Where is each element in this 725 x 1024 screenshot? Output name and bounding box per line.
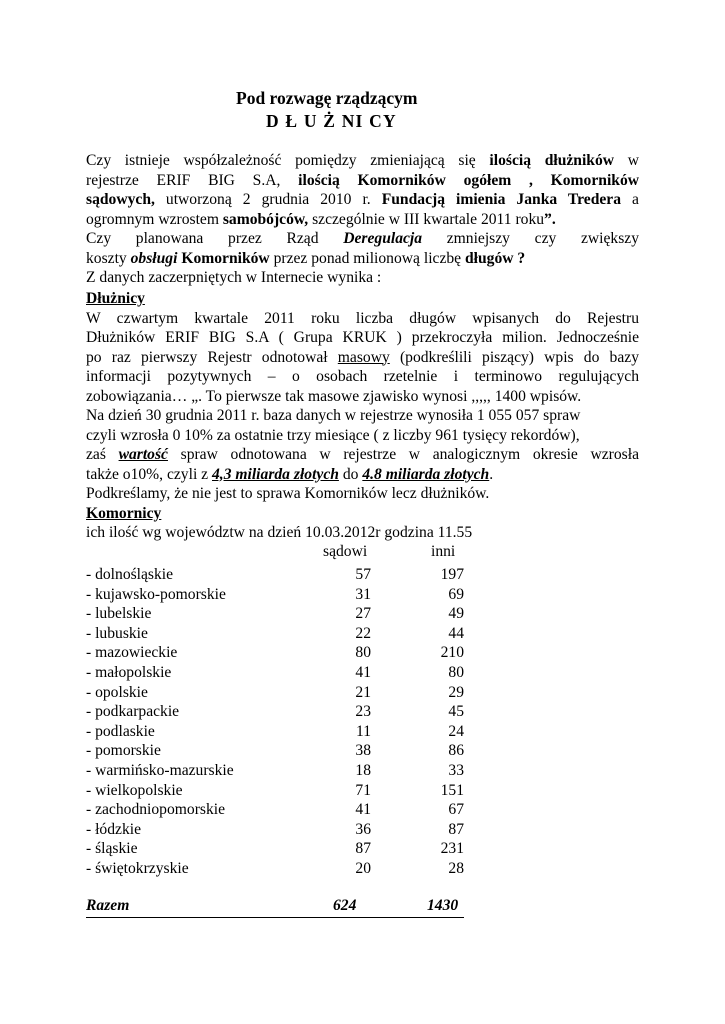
debtors-line-3: po raz pierwszy Rejestr odnotował masowy (podkreślili piszący) wpis do bazy	[86, 348, 639, 366]
court-bailiffs-count: 80	[355, 644, 371, 662]
other-bailiffs-count: 45	[448, 703, 464, 721]
table-row	[86, 742, 486, 761]
debtors-line-6: Na dzień 30 grudnia 2011 r. baza danych w rejestrze wynosiła 1 055 057 spraw	[86, 407, 581, 424]
other-bailiffs-count: 49	[448, 605, 464, 623]
other-bailiffs-count: 86	[448, 742, 464, 760]
voivodeship-name: - podkarpackie	[86, 703, 180, 721]
bailiffs-heading: Komornicy	[86, 504, 162, 522]
table-row	[86, 762, 486, 781]
court-bailiffs-count: 71	[355, 781, 371, 799]
voivodeship-name: - świętokrzyskie	[86, 860, 189, 877]
other-bailiffs-count: 197	[440, 566, 464, 583]
debtors-line-7: czyli wzrosła 0 10% za ostatnie trzy miesiące ( z liczby 961 tysięcy rekordów),	[86, 426, 580, 444]
court-bailiffs-count: 22	[355, 624, 371, 642]
other-bailiffs-count: 44	[448, 624, 464, 642]
intro-line-5: Czy planowana przez Rząd Deregulacja zmniejszy czy zwiększy	[86, 230, 639, 247]
table-row	[86, 821, 486, 840]
voivodeship-name: - kujawsko-pomorskie	[86, 585, 226, 603]
other-bailiffs-count: 28	[448, 860, 464, 877]
intro-line-4: ogromnym wzrostem samobójców, szczególnie w III kwartale 2011 roku”.	[86, 210, 556, 228]
court-bailiffs-count: 87	[355, 840, 371, 858]
other-bailiffs-count: 24	[448, 722, 464, 740]
table-row	[86, 782, 486, 801]
court-bailiffs-count: 21	[355, 683, 371, 701]
court-bailiffs-count: 41	[355, 664, 371, 681]
total-court: 624	[333, 897, 357, 914]
voivodeship-name: - warmińsko-mazurskie	[86, 762, 234, 779]
total-row	[86, 897, 464, 918]
voivodeship-name: - mazowieckie	[86, 644, 178, 662]
other-bailiffs-count: 151	[440, 781, 464, 799]
debtors-line-8: zaś wartość spraw odnotowana w rejestrze w analogicznym okresie wzrosła	[86, 446, 639, 463]
debtors-line-10: Podkreślamy, że nie jest to sprawa Komorników lecz dłużników.	[86, 485, 490, 502]
debtors-section	[86, 289, 639, 543]
other-bailiffs-count: 80	[448, 664, 464, 681]
total-other: 1430	[427, 897, 459, 914]
court-bailiffs-count: 57	[355, 566, 371, 583]
court-bailiffs-count: 31	[355, 585, 371, 603]
other-bailiffs-count: 87	[448, 820, 464, 838]
table-row	[86, 840, 486, 859]
voivodeship-name: - lubuskie	[86, 624, 148, 642]
voivodeship-name: - śląskie	[86, 840, 138, 858]
voivodeship-name: - pomorskie	[86, 742, 161, 760]
court-bailiffs-count: 27	[355, 605, 371, 623]
table-row	[86, 860, 486, 879]
voivodeship-name: - lubelskie	[86, 605, 152, 623]
other-bailiffs-count: 29	[448, 683, 464, 701]
table-row	[86, 684, 486, 703]
intro-paragraph	[86, 151, 639, 288]
court-bailiffs-count: 11	[355, 722, 371, 740]
other-bailiffs-count: 69	[448, 585, 464, 603]
court-bailiffs-count: 36	[355, 820, 371, 838]
debtors-line-2: Dłużników ERIF BIG S.A ( Grupa KRUK ) przekroczyła milion. Jednocześnie	[86, 329, 639, 346]
court-bailiffs-count: 23	[355, 703, 371, 721]
court-bailiffs-count: 20	[355, 860, 371, 877]
other-bailiffs-count: 210	[440, 644, 464, 662]
title-line-2: D Ł U Ż NI CY	[266, 111, 397, 131]
table-row	[86, 605, 486, 624]
table-row	[86, 625, 486, 644]
court-bailiffs-count: 18	[355, 762, 371, 779]
court-bailiffs-count: 38	[355, 742, 371, 760]
debtors-heading: Dłużnicy	[86, 290, 145, 307]
other-bailiffs-count: 67	[448, 801, 464, 819]
voivodeship-name: - podlaskie	[86, 722, 155, 740]
column-header-court: sądowi	[323, 543, 368, 560]
intro-line-6: koszty obsługi Komorników przez ponad milionową liczbę długów ?	[86, 249, 526, 267]
bailiffs-subtitle: ich ilość wg województw na dzień 10.03.2012r godzina 11.55	[86, 524, 473, 541]
table-row	[86, 723, 486, 742]
court-bailiffs-count: 41	[355, 801, 371, 819]
debtors-line-9: także o10%, czyli z 4,3 miliarda złotych do 4.8 miliarda złotych.	[86, 465, 494, 483]
voivodeship-name: - dolnośląskie	[86, 566, 174, 583]
voivodeship-name: - małopolskie	[86, 664, 172, 681]
table-row	[86, 801, 486, 820]
intro-line-2: rejestrze ERIF BIG S.A, ilością Komorników ogółem , Komorników	[86, 171, 640, 189]
intro-line-1: Czy istnieje współzależność pomiędzy zmieniającą się ilością dłużników w	[86, 152, 639, 169]
table-row	[86, 566, 486, 585]
other-bailiffs-count: 231	[440, 840, 464, 858]
debtors-line-4: informacji pozytywnych – o osobach rzetelnie i terminowo regulujących	[86, 368, 639, 385]
title-line-1: Pod rozwagę rządzącym	[236, 88, 418, 108]
table-row	[86, 664, 486, 683]
voivodeship-name: - opolskie	[86, 683, 148, 701]
table-row	[86, 586, 486, 605]
total-label: Razem	[86, 897, 130, 914]
intro-line-7: Z danych zaczerpniętych w Internecie wynika :	[86, 269, 382, 286]
voivodeship-name: - zachodniopomorskie	[86, 801, 226, 819]
debtors-line-5: zobowiązania… „. To pierwsze tak masowe zjawisko wynosi ,,,,, 1400 wpisów.	[86, 387, 582, 405]
voivodeship-name: - łódzkie	[86, 820, 141, 838]
intro-line-3: sądowych, utworzoną 2 grudnia 2010 r. Fundacją imienia Janka Tredera a	[86, 191, 639, 208]
debtors-line-1: W czwartym kwartale 2011 roku liczba długów wpisanych do Rejestru	[86, 309, 639, 327]
column-header-other: inni	[431, 543, 456, 560]
table-row	[86, 644, 486, 663]
other-bailiffs-count: 33	[448, 762, 464, 779]
table-row	[86, 703, 486, 722]
voivodeship-name: - wielkopolskie	[86, 781, 183, 799]
